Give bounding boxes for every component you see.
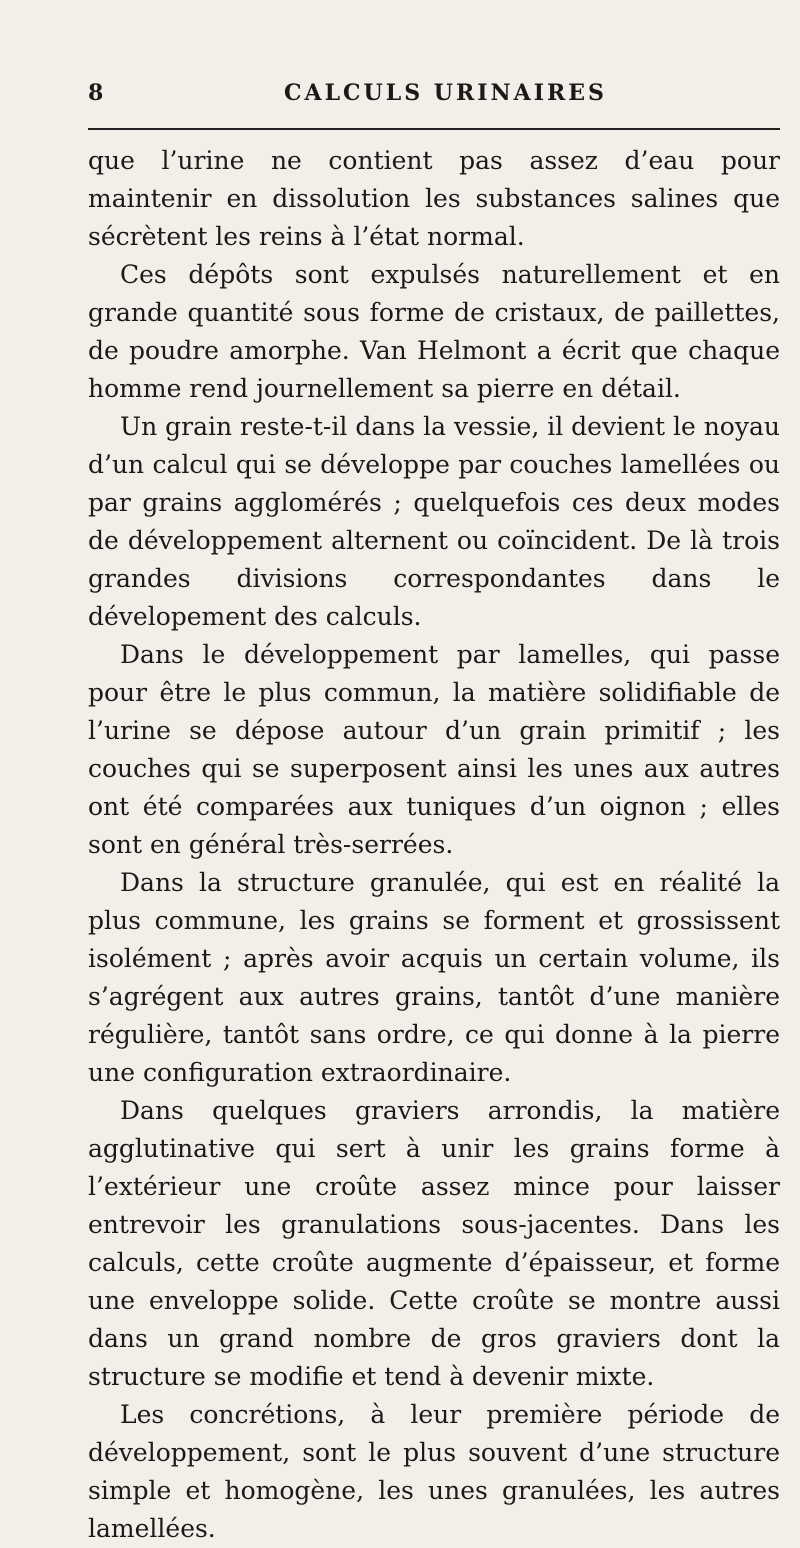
- body-text: [88, 142, 780, 1548]
- paragraph: Les concrétions, à leur première période de développement, sont le plus souvent d’une structure simple et homogène, les unes granulées, les autres lamellées.: [88, 1400, 780, 1543]
- page-number: 8: [88, 80, 105, 106]
- paragraph: Dans la structure granulée, qui est en réalité la plus commune, les grains se forment et grossissent isolément ; après avoir acquis un certain volume, ils s’agrégent aux autres grains, tantôt d’une manière régulière, tantôt sans ordre, ce qui donne à la pierre une configuration extraordinaire.: [88, 868, 780, 1087]
- paragraph: Ces dépôts sont expulsés naturellement et en grande quantité sous forme de cristaux, de paillettes, de poudre amorphe. Van Helmont a écrit que chaque homme rend journellement sa pierre en détail.: [88, 260, 780, 403]
- paragraph: Un grain reste-t-il dans la vessie, il devient le noyau d’un calcul qui se développe par couches lamellées ou par grains agglomérés ; quelquefois ces deux modes de développement alternent ou coïncident. De là trois grandes divisions correspondantes dans le dévelopement des calculs.: [88, 412, 780, 631]
- paragraph: Dans quelques graviers arrondis, la matière agglutinative qui sert à unir les grains forme à l’extérieur une croûte assez mince pour laisser entrevoir les granulations sous-jacentes. Dans les calculs, cette croûte augmente d’épaisseur, et forme une enveloppe solide. Cette croûte se montre aussi dans un grand nombre de gros graviers dont la structure se modifie et tend à devenir mixte.: [88, 1096, 780, 1391]
- header-divider: [88, 128, 780, 130]
- running-head: [88, 70, 780, 110]
- page-title: CALCULS URINAIRES: [284, 80, 607, 106]
- paragraph: Dans le développement par lamelles, qui passe pour être le plus commun, la matière solidifiable de l’urine se dépose autour d’un grain primitif ; les couches qui se superposent ainsi les unes aux autres ont été comparées aux tuniques d’un oignon ; elles sont en général très-serrées.: [88, 640, 780, 859]
- paragraph: que l’urine ne contient pas assez d’eau pour maintenir en dissolution les substances salines que sécrètent les reins à l’état normal.: [88, 146, 780, 251]
